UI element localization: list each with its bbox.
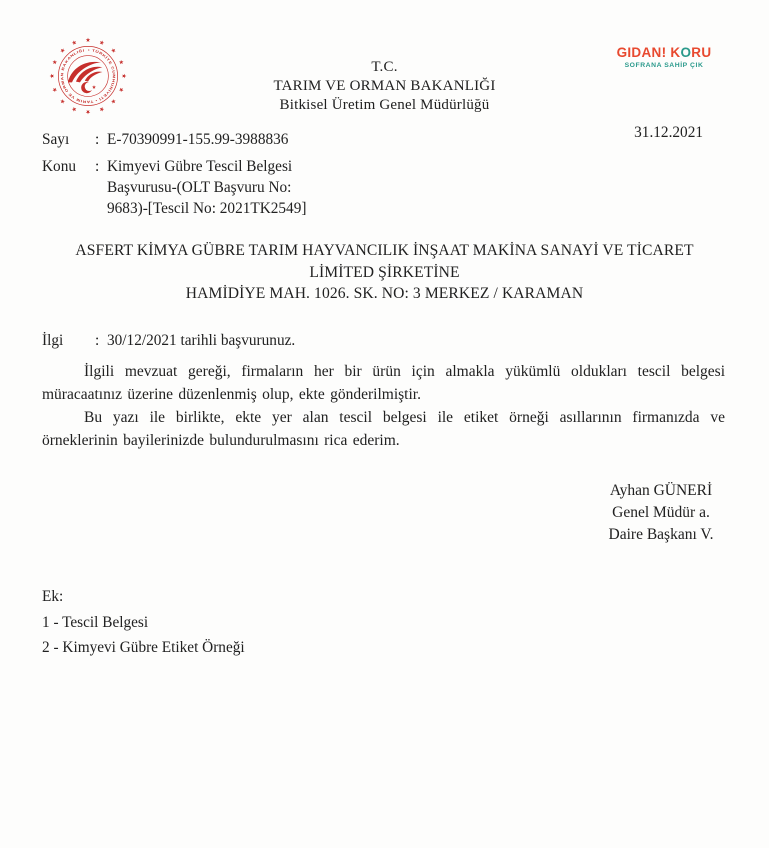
recipient-line: LİMİTED ŞİRKETİNE bbox=[309, 263, 460, 281]
konu-row bbox=[42, 156, 725, 219]
letterhead-tc: T.C. bbox=[371, 59, 398, 75]
recipient-line: HAMİDİYE MAH. 1026. SK. NO: 3 MERKEZ / KARAMAN bbox=[185, 285, 584, 302]
recipient-block bbox=[0, 240, 769, 305]
letter-date: 31.12.2021 bbox=[634, 124, 703, 141]
reference-colon: : bbox=[95, 332, 100, 349]
reference-value: 30/12/2021 tarihli başvurunuz. bbox=[107, 332, 296, 349]
wordmark-part: RU bbox=[691, 45, 712, 60]
reference-row bbox=[42, 332, 725, 350]
konu-colon: : bbox=[95, 158, 100, 175]
attachment-item: 1 - Tescil Belgesi bbox=[42, 613, 149, 631]
wordmark-exclamation: ! bbox=[661, 45, 667, 60]
body-paragraph-1: İlgili mevzuat gereği, firmaların her bir ürün için almakla yükümlü oldukları tescil belgesi müracaatınız üzerine düzenlenmiş olup, ekte gönderilmiştir. bbox=[42, 363, 725, 403]
konu-label: Konu bbox=[42, 158, 76, 175]
signature-block bbox=[561, 480, 761, 546]
wordmark-part: K bbox=[666, 45, 681, 60]
emblem-ring-text: • TÜRKİYE CUMHURİYETİ • TARIM VE ORMAN BAKANLIĞI bbox=[60, 48, 116, 104]
konu-value-line: Kimyevi Gübre Tescil Belgesi bbox=[107, 158, 293, 175]
signer-title-2: Daire Başkanı V. bbox=[608, 526, 714, 543]
attachments-block bbox=[42, 584, 245, 661]
konu-value-line: Başvurusu-(OLT Başvuru No: bbox=[107, 179, 292, 196]
sayi-row bbox=[42, 129, 725, 150]
wordmark-part: GIDAN bbox=[616, 45, 662, 60]
letter-body bbox=[42, 360, 725, 452]
meta-block bbox=[42, 129, 725, 219]
konu-value-line: 9683)-[Tescil No: 2021TK2549] bbox=[107, 200, 307, 217]
konu-value bbox=[107, 156, 306, 219]
wordmark-o-accent: O bbox=[680, 45, 692, 60]
sayi-value: E-70390991-155.99-3988836 bbox=[107, 131, 289, 148]
signer-title-1: Genel Müdür a. bbox=[612, 504, 710, 521]
reference-label: İlgi bbox=[42, 332, 64, 349]
sayi-label: Sayı bbox=[42, 131, 70, 148]
gidani-koru-wordmark bbox=[606, 46, 722, 60]
recipient-line: ASFERT KİMYA GÜBRE TARIM HAYVANCILIK İNŞAAT MAKİNA SANAYİ VE TİCARET bbox=[75, 242, 694, 259]
attachment-item: 2 - Kimyevi Gübre Etiket Örneği bbox=[42, 639, 245, 656]
gidani-koru-subtitle: SOFRANA SAHİP ÇIK bbox=[624, 62, 704, 69]
letterhead-department: Bitkisel Üretim Genel Müdürlüğü bbox=[279, 97, 490, 113]
gidani-koru-logo bbox=[606, 46, 722, 69]
body-paragraph-2: Bu yazı ile birlikte, ekte yer alan tescil belgesi ile etiket örneği asıllarının firmanızda ve örneklerinin bayilerinizde bulundurulmasını rica ederim. bbox=[42, 409, 725, 449]
sayi-colon: : bbox=[95, 131, 100, 148]
signer-name: Ayhan GÜNERİ bbox=[609, 482, 713, 499]
letterhead-ministry: TARIM VE ORMAN BAKANLIĞI bbox=[273, 78, 496, 94]
attachments-label: Ek: bbox=[42, 588, 64, 605]
